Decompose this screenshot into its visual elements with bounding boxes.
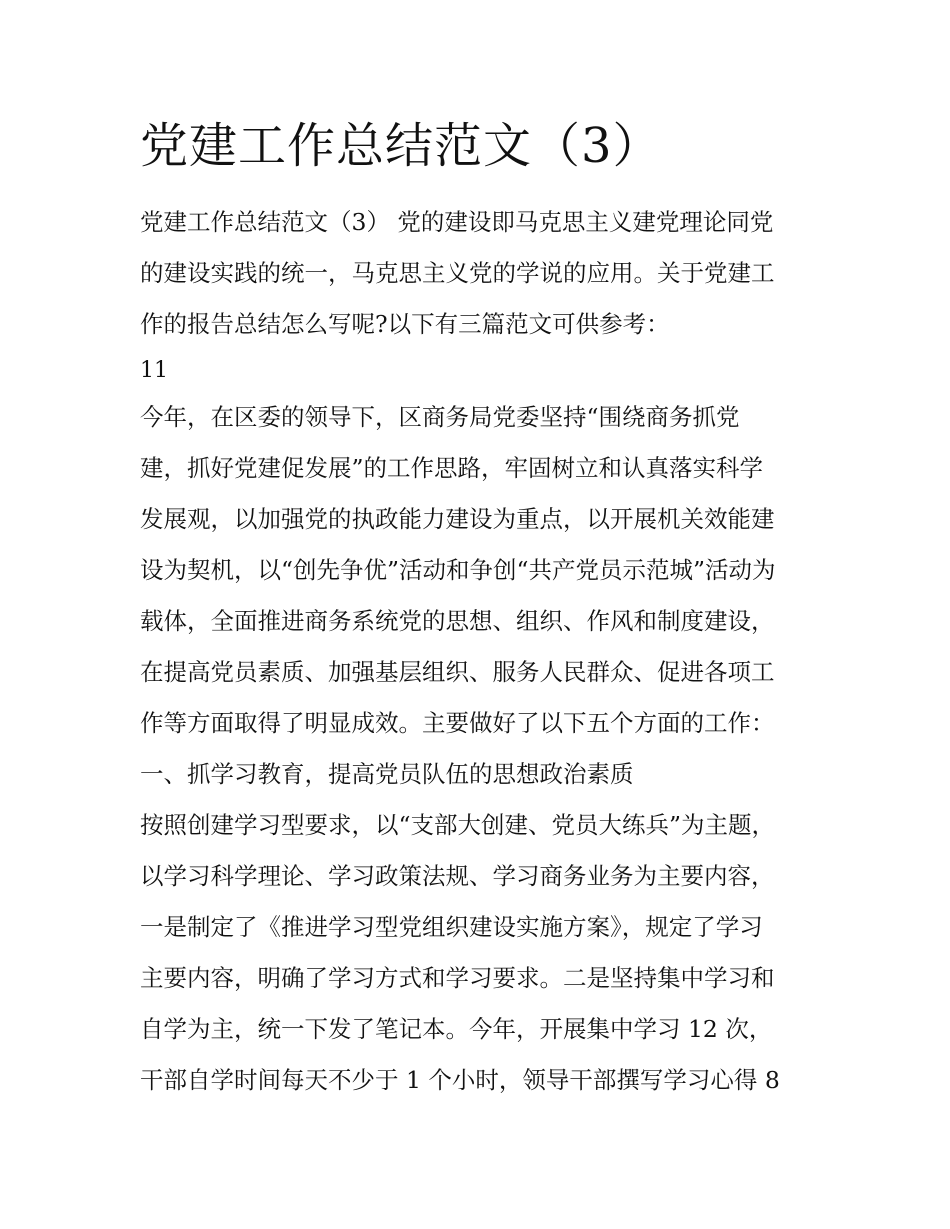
section-heading: 一、抓学习教育，提高党员队伍的思想政治素质 (140, 760, 634, 788)
body-line: 主要内容，明确了学习方式和学习要求。二是坚持集中学习和 (140, 964, 775, 992)
body-line: 以学习科学理论、学习政策法规、学习商务业务为主要内容， (140, 862, 775, 890)
body-line: 按照创建学习型要求，以“支部大创建、党员大练兵”为主题， (140, 811, 776, 839)
body-line: 自学为主，统一下发了笔记本。今年，开展集中学习 12 次， (140, 1015, 773, 1043)
body-line: 一是制定了《推进学习型党组织建设实施方案》，规定了学习 (140, 913, 763, 941)
body-line: 今年，在区委的领导下，区商务局党委坚持“围绕商务抓党 (140, 403, 740, 431)
body-line: 在提高党员素质、加强基层组织、服务人民群众、促进各项工 (140, 658, 775, 686)
body-line: 的建设实践的统一，马克思主义党的学说的应用。关于党建工 (140, 259, 775, 287)
body-line: 作的报告总结怎么写呢?以下有三篇范文可供参考： (140, 310, 670, 338)
body-line: 作等方面取得了明显成效。主要做好了以下五个方面的工作： (140, 709, 775, 737)
document-body (140, 197, 830, 1106)
body-line: 载体，全面推进商务系统党的思想、组织、作风和制度建设， (140, 607, 775, 635)
document-title: 党建工作总结范文（3） (140, 118, 662, 174)
body-line-number: 11 (140, 358, 168, 383)
body-line: 设为契机，以“创先争优”活动和争创“共产党员示范城”活动为 (140, 556, 776, 584)
body-line: 发展观，以加强党的执政能力建设为重点，以开展机关效能建 (140, 505, 775, 533)
body-line: 建，抓好党建促发展”的工作思路，牢固树立和认真落实科学 (140, 454, 764, 482)
body-line: 党建工作总结范文（3） 党的建设即马克思主义建党理论同党 (140, 208, 774, 236)
body-line: 干部自学时间每天不少于 1 个小时，领导干部撰写学习心得 8 (140, 1066, 780, 1094)
